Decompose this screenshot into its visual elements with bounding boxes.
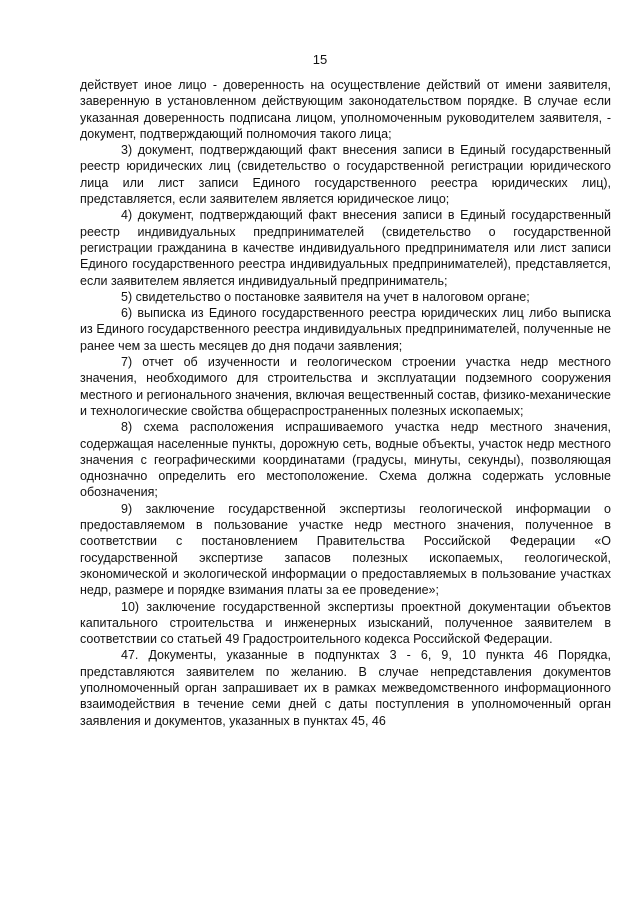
paragraph-item-8: 8) схема расположения испрашиваемого участка недр местного значения, содержащая населенные пункты, дорожную сеть, водные объекты, участок недр местного значения с географическими координатами (градусы, минуты, секунды), позволяющая однозначно определить его местоположение. Схема должна содержать условные обозначения; (80, 420, 611, 500)
paragraph-item-4: 4) документ, подтверждающий факт внесения записи в Единый государственный реестр индивидуальных предпринимателей (свидетельство о государственной регистрации гражданина в качестве индивидуального предпринимателя или лист записи Единого государственного реестра индивидуальных предпринимателей), представляется, если заявителем является индивидуальный предприниматель; (80, 208, 611, 288)
document-body (80, 77, 611, 729)
paragraph-item-10: 10) заключение государственной экспертизы проектной документации объектов капитального строительства и инженерных изысканий, полученное заявителем в соответствии со статьей 49 Градостроительного кодекса Российской Федерации. (80, 599, 611, 647)
paragraph-item-7: 7) отчет об изученности и геологическом строении участка недр местного значения, необходимого для строительства и эксплуатации подземного сооружения местного и регионального значения, включая вещественный состав, физико-механические и технологические свойства общераспространенных полезных ископаемых; (80, 355, 611, 418)
paragraph-continuation: действует иное лицо - доверенность на осуществление действий от имени заявителя, заверенную в установленном действующим законодательством порядке. В случае если указанная доверенность подписана лицом, уполномоченным руководителем заявителя, - документ, подтверждающий полномочия такого лица; (80, 78, 611, 141)
paragraph-item-6: 6) выписка из Единого государственного реестра юридических лиц либо выписка из Единого государственного реестра индивидуальных предпринимателей, полученные не ранее чем за шесть месяцев до дня подачи заявления; (80, 306, 611, 353)
paragraph-item-3: 3) документ, подтверждающий факт внесения записи в Единый государственный реестр юридических лиц (свидетельство о государственной регистрации юридического лица или лист записи Единого государственного реестра юридических лиц), представляется, если заявителем является юридическое лицо; (80, 143, 611, 207)
page-number: 15 (312, 52, 328, 67)
paragraph-item-9: 9) заключение государственной экспертизы геологической информации о предоставляемом в пользование участке недр местного значения, полученное в соответствии с постановлением Правительства Российской Федерации «О государственной экспертизе запасов полезных ископаемых, геологической, экономической и экологической информации о предоставляемых в пользование участках недр, размере и порядке взимания платы за ее проведение»; (80, 501, 611, 598)
paragraph-item-5: 5) свидетельство о постановке заявителя на учет в налоговом органе; (121, 289, 530, 304)
paragraph-clause-47: 47. Документы, указанные в подпунктах 3 - 6, 9, 10 пункта 46 Порядка, представляются заявителем по желанию. В случае непредставления документов уполномоченный орган запрашивает их в рамках межведомственного информационного взаимодействия в течение семи дней с даты поступления в уполномоченный орган заявления и документов, указанных в пунктах 45, 46 (80, 648, 611, 728)
